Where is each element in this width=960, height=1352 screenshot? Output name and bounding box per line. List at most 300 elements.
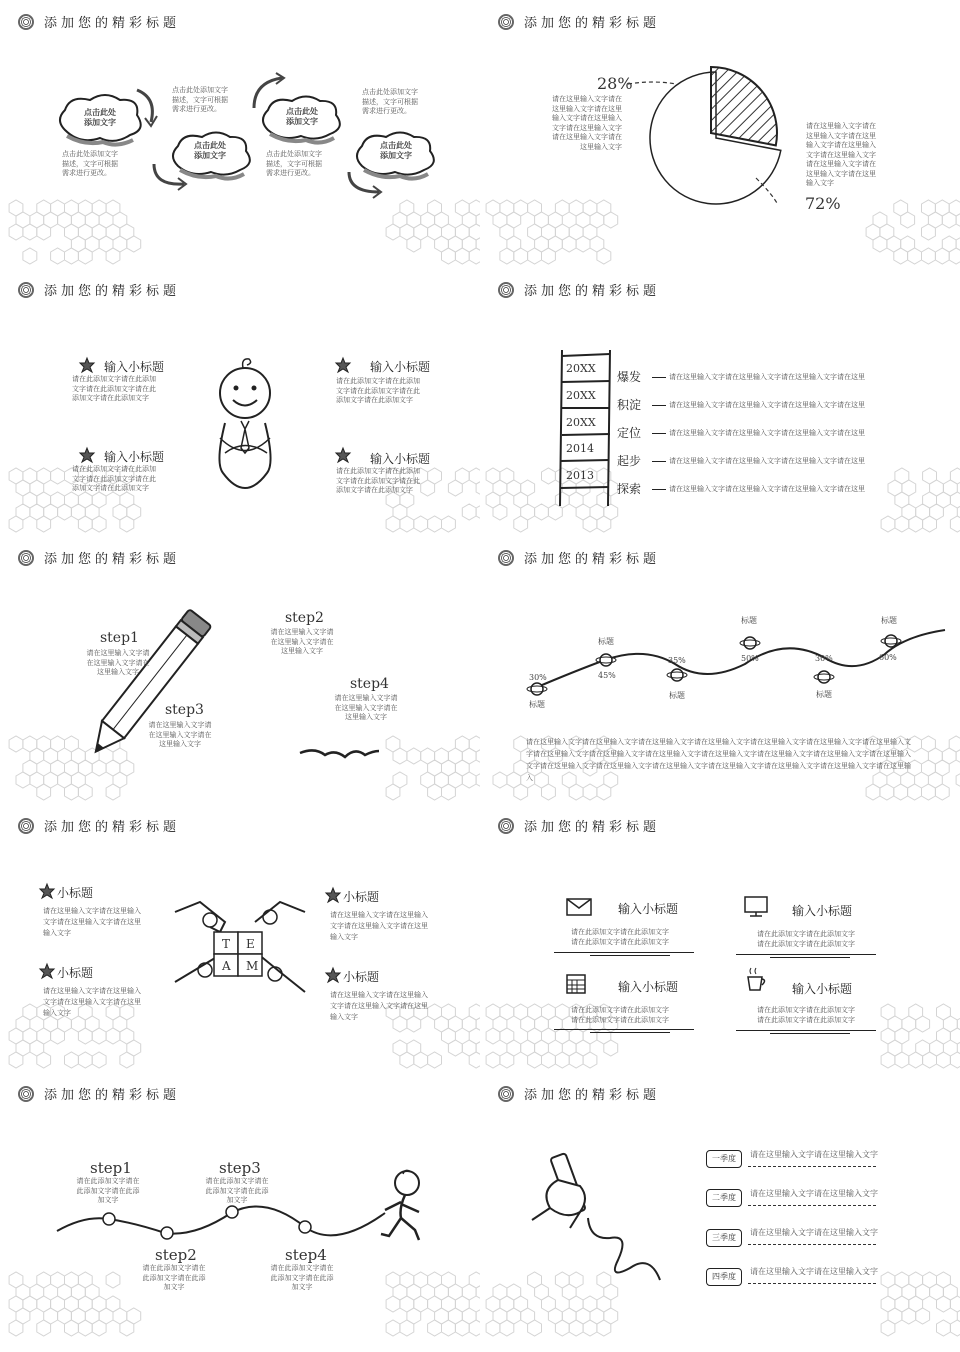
hexagon-shape (950, 468, 960, 484)
stage-label: 探索 (617, 482, 642, 496)
hexagon-shape (106, 1028, 120, 1044)
hexagon-shape (9, 736, 23, 752)
hexagon-shape (604, 212, 618, 228)
quarter-text: 请在这里输入文字请在这里输入文字 (750, 1228, 878, 1237)
hand-marker-icon (530, 1150, 670, 1300)
star-icon (40, 964, 54, 978)
hexagon-shape (455, 1320, 469, 1336)
underline (770, 957, 850, 958)
quarter-text: 请在这里输入文字请在这里输入文字 (750, 1267, 878, 1276)
hexagon-shape (78, 516, 92, 532)
hexagon-shape (894, 784, 908, 800)
hexagon-shape (514, 784, 528, 800)
hexagon-shape (9, 516, 23, 532)
year-label: 20XX (566, 362, 596, 375)
point-percent: 30% (815, 654, 833, 663)
hexagon-shape (597, 784, 611, 800)
hexagon-shape (469, 736, 480, 752)
slide-title: 添加您的精彩标题 (498, 548, 660, 567)
hexagon-shape (542, 468, 556, 484)
puzzle-letter: A (222, 959, 231, 973)
slide-4-ladder (480, 268, 960, 536)
planet-icon (667, 665, 687, 685)
step-text: 请在这里输入文字请 在这里输入文字请在 这里输入文字 (148, 721, 212, 748)
hexagon-shape (469, 1004, 480, 1020)
hexagon-shape (400, 1052, 414, 1068)
subtitle-text: 请在这里输入文字请在这里输入 文字请在这里输入文字请在这里 输入文字 (43, 987, 141, 1017)
stage-label: 定位 (617, 426, 642, 440)
point-percent: 35% (668, 656, 686, 665)
hexagon-shape (65, 784, 79, 800)
year-label: 20XX (566, 389, 596, 402)
underline (554, 1029, 694, 1030)
hexagon-shape (935, 784, 949, 800)
puzzle-letter: M (246, 959, 259, 973)
hexagon-shape (469, 224, 480, 240)
hexagon-shape (37, 784, 51, 800)
hexagon-shape (597, 248, 611, 264)
point-label: 标题 (598, 637, 614, 646)
hexagon-shape (894, 248, 908, 264)
quarter-badge: 二季度 (706, 1189, 742, 1207)
hexagon-shape (120, 1052, 134, 1068)
hexagon-pattern-left (8, 200, 128, 260)
title-bullet-icon (18, 818, 34, 834)
subtitle-text: 请在此添加文字请在此添加 文字请在此添加文字请在此 添加文字请在此添加文字 (72, 375, 156, 402)
planet-icon (881, 631, 901, 651)
hexagon-pattern-right (880, 1004, 960, 1064)
hexagon-shape (916, 1016, 930, 1032)
hexagon-shape (37, 1320, 51, 1336)
pie-chart (648, 70, 808, 230)
star-icon (80, 448, 94, 462)
hexagon-shape (9, 224, 23, 240)
subtitle-text: 请在此添加文字请在此添加文字 请在此添加文字请在此添加文字 (757, 1006, 855, 1024)
hexagon-shape (950, 1320, 960, 1336)
description-text: 点击此处添加文字 描述，文字可根据 需求进行更改。 (362, 88, 418, 115)
puzzle-letter: T (222, 937, 231, 951)
subtitle-text: 请在这里输入文字请在这里输入 文字请在这里输入文字请在这里 输入文字 (43, 907, 141, 937)
hexagon-shape (916, 1308, 930, 1324)
slide-8-icons (480, 804, 960, 1072)
slide-title: 添加您的精彩标题 (498, 1084, 660, 1103)
star-icon (326, 968, 340, 982)
hexagon-shape (500, 1320, 514, 1336)
subtitle: 输入小标题 (104, 450, 165, 464)
hexagon-shape (78, 784, 92, 800)
hexagon-shape (922, 248, 936, 264)
underline (590, 1032, 670, 1033)
stage-text: 请在这里输入文字请在这里输入文字请在这里输入文字请在这里 (669, 485, 865, 493)
hexagon-shape (106, 248, 120, 264)
quarter-badge: 三季度 (706, 1229, 742, 1247)
subtitle: 小标题 (343, 970, 380, 984)
hexagon-shape (386, 1320, 400, 1336)
hexagon-shape (23, 248, 37, 264)
hexagon-shape (555, 1052, 569, 1068)
year-label: 2013 (566, 469, 594, 482)
cloud-label: 点击此处 添加文字 (194, 141, 226, 160)
hexagon-shape (555, 1320, 569, 1336)
mail-icon (566, 898, 592, 916)
hexagon-shape (386, 784, 400, 800)
hexagon-shape (386, 516, 400, 532)
hexagon-shape (500, 1052, 514, 1068)
stage-label: 爆发 (617, 370, 642, 384)
description-text: 点击此处添加文字 描述，文字可根据 需求进行更改。 (62, 150, 118, 177)
hexagon-shape (514, 248, 528, 264)
hexagon-shape (386, 224, 400, 240)
hexagon-shape (949, 200, 960, 216)
stage-text: 请在这里输入文字请在这里输入文字请在这里输入文字请在这里 (669, 457, 865, 465)
hexagon-shape (922, 784, 936, 800)
curved-arrow-icon (150, 162, 190, 192)
slide-5-pencil (0, 536, 480, 804)
planet-icon (596, 650, 616, 670)
hexagon-shape (92, 1052, 106, 1068)
hexagon-shape (950, 1296, 960, 1312)
step-text: 请在此添加文字请在 此添加文字请在此添 加文字 (76, 1177, 140, 1204)
hexagon-shape (386, 1296, 400, 1312)
dashed-line (748, 1205, 876, 1206)
underline (736, 1030, 876, 1031)
point-label: 标题 (881, 616, 897, 625)
slide-9-runner (0, 1072, 480, 1340)
hexagon-shape (9, 1052, 23, 1068)
hexagon-shape (535, 504, 549, 520)
slide-2-pie (480, 0, 960, 268)
point-label: 标题 (529, 700, 545, 709)
star-icon (40, 884, 54, 898)
hexagon-shape (92, 1320, 106, 1336)
slide-title: 添加您的精彩标题 (498, 280, 660, 299)
hexagon-shape (909, 1052, 923, 1068)
underline (554, 952, 694, 953)
step-label: step3 (165, 702, 204, 718)
subtitle-text: 请在这里输入文字请在这里输入 文字请在这里输入文字请在这里 输入文字 (330, 911, 428, 941)
hexagon-pattern-right (880, 1272, 960, 1332)
hexagon-shape (37, 224, 51, 240)
hands-puzzle-icon (170, 892, 310, 1012)
cup-icon (746, 966, 768, 992)
year-label: 2014 (566, 442, 594, 455)
curved-arrow-icon (135, 88, 165, 128)
year-label: 20XX (566, 416, 596, 429)
hexagon-shape (901, 212, 915, 228)
hexagon-shape (400, 1320, 414, 1336)
connector-line (652, 405, 666, 406)
planet-icon (814, 667, 834, 687)
slide-7-team (0, 804, 480, 1072)
hexagon-shape (908, 784, 922, 800)
subtitle: 输入小标题 (370, 452, 431, 466)
hexagon-shape (923, 516, 937, 532)
point-label: 标题 (669, 691, 685, 700)
running-figure-icon (375, 1168, 435, 1248)
hexagon-shape (393, 748, 407, 764)
hexagon-shape (120, 1320, 134, 1336)
hexagon-shape (881, 516, 895, 532)
hexagon-shape (493, 772, 507, 788)
hexagon-shape (9, 1320, 23, 1336)
hexagon-shape (106, 784, 120, 800)
hexagon-shape (469, 468, 480, 484)
hexagon-shape (956, 212, 960, 228)
hexagon-shape (514, 516, 528, 532)
slide-title: 添加您的精彩标题 (18, 816, 180, 835)
description-text: 点击此处添加文字 描述，文字可根据 需求进行更改。 (172, 86, 228, 113)
step-text: 请在此添加文字请在 此添加文字请在此添 加文字 (142, 1264, 206, 1291)
subtitle: 小标题 (57, 966, 94, 980)
slide-title: 添加您的精彩标题 (498, 816, 660, 835)
hexagon-shape (469, 200, 480, 216)
hexagon-shape (937, 1320, 951, 1336)
underline (736, 954, 876, 955)
hexagon-shape (569, 784, 583, 800)
hexagon-shape (448, 1040, 462, 1056)
hexagon-shape (922, 224, 936, 240)
hexagon-shape (583, 784, 597, 800)
hexagon-shape (583, 1052, 597, 1068)
underline (770, 1033, 850, 1034)
hexagon-shape (937, 1052, 951, 1068)
hexagon-shape (576, 236, 590, 252)
hexagon-shape (597, 516, 611, 532)
slide-title: 添加您的精彩标题 (18, 12, 180, 31)
connector-line (652, 489, 666, 490)
underline (590, 955, 670, 956)
subtitle: 输入小标题 (618, 902, 679, 916)
slide-10-quarters (480, 1072, 960, 1340)
hexagon-shape (92, 516, 106, 532)
step-label: step1 (90, 1159, 132, 1177)
curved-arrow-icon (345, 170, 385, 200)
subtitle: 输入小标题 (104, 360, 165, 374)
hexagon-shape (881, 1052, 895, 1068)
monitor-icon (744, 896, 768, 918)
hexagon-shape (92, 1028, 106, 1044)
stage-text: 请在这里输入文字请在这里输入文字请在这里输入文字请在这里 (669, 373, 865, 381)
hexagon-shape (16, 772, 30, 788)
hexagon-shape (442, 784, 456, 800)
stage-text: 请在这里输入文字请在这里输入文字请在这里输入文字请在这里 (669, 429, 865, 437)
step-label: step3 (219, 1159, 261, 1177)
hexagon-shape (442, 516, 456, 532)
hexagon-shape (873, 236, 887, 252)
step-label: step4 (350, 676, 389, 692)
cloud-label: 点击此处 添加文字 (380, 141, 412, 160)
hexagon-shape (902, 1308, 916, 1324)
hexagon-pattern-right (880, 468, 960, 528)
wave-line (55, 1197, 395, 1257)
hexagon-shape (469, 248, 480, 264)
hexagon-shape (895, 516, 909, 532)
hexagon-shape (880, 784, 894, 800)
hexagon-shape (895, 1052, 909, 1068)
hexagon-shape (414, 1052, 428, 1068)
connector-line (652, 377, 666, 378)
hexagon-shape (106, 1272, 120, 1288)
hexagon-shape (428, 516, 442, 532)
title-bullet-icon (18, 550, 34, 566)
hexagon-shape (428, 1052, 442, 1068)
hexagon-pattern-right (385, 1272, 480, 1332)
point-percent: 45% (598, 671, 616, 680)
dashed-line (748, 1283, 876, 1284)
hexagon-shape (562, 236, 576, 252)
point-label: 标题 (816, 690, 832, 699)
hexagon-shape (950, 492, 960, 508)
title-bullet-icon (498, 14, 514, 30)
percent-label-small: 28% (597, 74, 633, 93)
hexagon-shape (569, 1320, 583, 1336)
hexagon-shape (500, 248, 514, 264)
hexagon-shape (528, 1320, 542, 1336)
point-label: 标题 (741, 616, 757, 625)
slide-title: 添加您的精彩标题 (498, 12, 660, 31)
hexagon-shape (421, 480, 435, 496)
slide-title: 添加您的精彩标题 (18, 280, 180, 299)
hexagon-shape (65, 1052, 79, 1068)
hexagon-shape (51, 1028, 65, 1044)
hexagon-shape (407, 748, 421, 764)
hexagon-shape (542, 1052, 556, 1068)
slide-6-wave (480, 536, 960, 804)
hexagon-shape (37, 516, 51, 532)
hexagon-shape (935, 248, 949, 264)
quarter-text: 请在这里输入文字请在这里输入文字 (750, 1189, 878, 1198)
hexagon-pattern-left (485, 200, 605, 260)
hexagon-shape (400, 516, 414, 532)
hexagon-shape (120, 516, 134, 532)
title-bullet-icon (498, 1086, 514, 1102)
subtitle-text: 请在此添加文字请在此添加文字 请在此添加文字请在此添加文字 (571, 928, 669, 946)
hexagon-shape (58, 504, 72, 520)
hexagon-shape (442, 1320, 456, 1336)
hexagon-shape (866, 784, 880, 800)
quarter-badge: 四季度 (706, 1268, 742, 1286)
star-icon (326, 888, 340, 902)
calendar-icon (566, 974, 586, 994)
hexagon-shape (51, 468, 65, 484)
hexagon-shape (604, 1040, 618, 1056)
hexagon-shape (956, 772, 960, 788)
hexagon-shape (414, 516, 428, 532)
hexagon-shape (442, 248, 456, 264)
hexagon-shape (528, 1052, 542, 1068)
hexagon-shape (923, 1052, 937, 1068)
subtitle: 小标题 (57, 886, 94, 900)
point-percent: 30% (529, 673, 547, 682)
hexagon-shape (78, 248, 92, 264)
hexagon-shape (956, 748, 960, 764)
step-text: 请在这里输入文字请 在这里输入文字请在 这里输入文字 (270, 628, 334, 655)
hexagon-shape (486, 1028, 500, 1044)
hexagon-shape (462, 772, 476, 788)
point-percent: 60% (879, 653, 897, 662)
puzzle-letter: E (246, 937, 255, 951)
hexagon-shape (583, 516, 597, 532)
cloud-label: 点击此处 添加文字 (84, 108, 116, 127)
step-text: 请在这里输入文字请 在这里输入文字请在 这里输入文字 (86, 649, 150, 676)
point-percent: 50% (741, 654, 759, 663)
hexagon-shape (569, 1052, 583, 1068)
title-bullet-icon (18, 1086, 34, 1102)
hexagon-shape (909, 516, 923, 532)
slide-3-figure (0, 268, 480, 536)
hexagon-shape (407, 236, 421, 252)
subtitle-text: 请在这里输入文字请在这里输入 文字请在这里输入文字请在这里 输入文字 (330, 991, 428, 1021)
hexagon-shape (949, 248, 960, 264)
subtitle-text: 请在此添加文字请在此添加 文字请在此添加文字请在此 添加文字请在此添加文字 (336, 377, 420, 404)
stick-figure-icon (205, 353, 285, 503)
title-bullet-icon (18, 282, 34, 298)
subtitle-text: 请在此添加文字请在此添加 文字请在此添加文字请在此 添加文字请在此添加文字 (72, 465, 156, 492)
hexagon-shape (78, 1052, 92, 1068)
hexagon-pattern-right (385, 736, 480, 796)
slide-title: 添加您的精彩标题 (18, 1084, 180, 1103)
subtitle-text: 请在此添加文字请在此添加 文字请在此添加文字请在此 添加文字请在此添加文字 (336, 467, 420, 494)
hexagon-shape (881, 1320, 895, 1336)
subtitle-text: 请在此添加文字请在此添加文字 请在此添加文字请在此添加文字 (571, 1006, 669, 1024)
hexagon-shape (942, 212, 956, 228)
star-icon (336, 448, 350, 462)
hexagon-shape (469, 1028, 480, 1044)
hexagon-shape (428, 1320, 442, 1336)
step-label: step2 (155, 1246, 197, 1264)
stage-label: 积淀 (617, 398, 642, 412)
hexagon-shape (469, 1320, 480, 1336)
hexagon-shape (493, 504, 507, 520)
hexagon-shape (469, 1052, 480, 1068)
hexagon-shape (127, 236, 141, 252)
pie-slice-small (711, 67, 777, 145)
hexagon-shape (542, 248, 556, 264)
hexagon-shape (23, 224, 37, 240)
cloud-label: 点击此处 添加文字 (286, 107, 318, 126)
quarter-badge: 一季度 (706, 1150, 742, 1168)
step-label: step4 (285, 1246, 327, 1264)
subtitle: 输入小标题 (370, 360, 431, 374)
stage-text: 请在这里输入文字请在这里输入文字请在这里输入文字请在这里 (669, 401, 865, 409)
step-label: step2 (285, 610, 324, 626)
curved-arrow-icon (250, 72, 290, 112)
hexagon-pattern-right (385, 200, 480, 260)
hexagon-shape (462, 504, 476, 520)
title-bullet-icon (498, 550, 514, 566)
stage-label: 起步 (617, 454, 642, 468)
subtitle: 小标题 (343, 890, 380, 904)
connector-line (652, 461, 666, 462)
connector-line (652, 433, 666, 434)
hexagon-shape (428, 784, 442, 800)
wave-line (525, 616, 925, 696)
left-text: 请在这里输入文字请在 这里输入文字请在这里 输入文字请在这里输入 文字请在这里输入文字 请在这里输入文字请在 这里输入文字 (552, 95, 622, 151)
slide-1-clouds (0, 0, 480, 268)
hexagon-shape (469, 1272, 480, 1288)
hexagon-shape (51, 248, 65, 264)
hexagon-shape (486, 1052, 500, 1068)
subtitle: 输入小标题 (792, 904, 853, 918)
hexagon-shape (486, 1320, 500, 1336)
planet-icon (740, 633, 760, 653)
dashed-line (748, 1244, 876, 1245)
hexagon-shape (583, 1320, 597, 1336)
hexagon-shape (937, 1296, 951, 1312)
subtitle: 输入小标题 (618, 980, 679, 994)
dashed-line (748, 1166, 876, 1167)
hexagon-shape (597, 1320, 611, 1336)
